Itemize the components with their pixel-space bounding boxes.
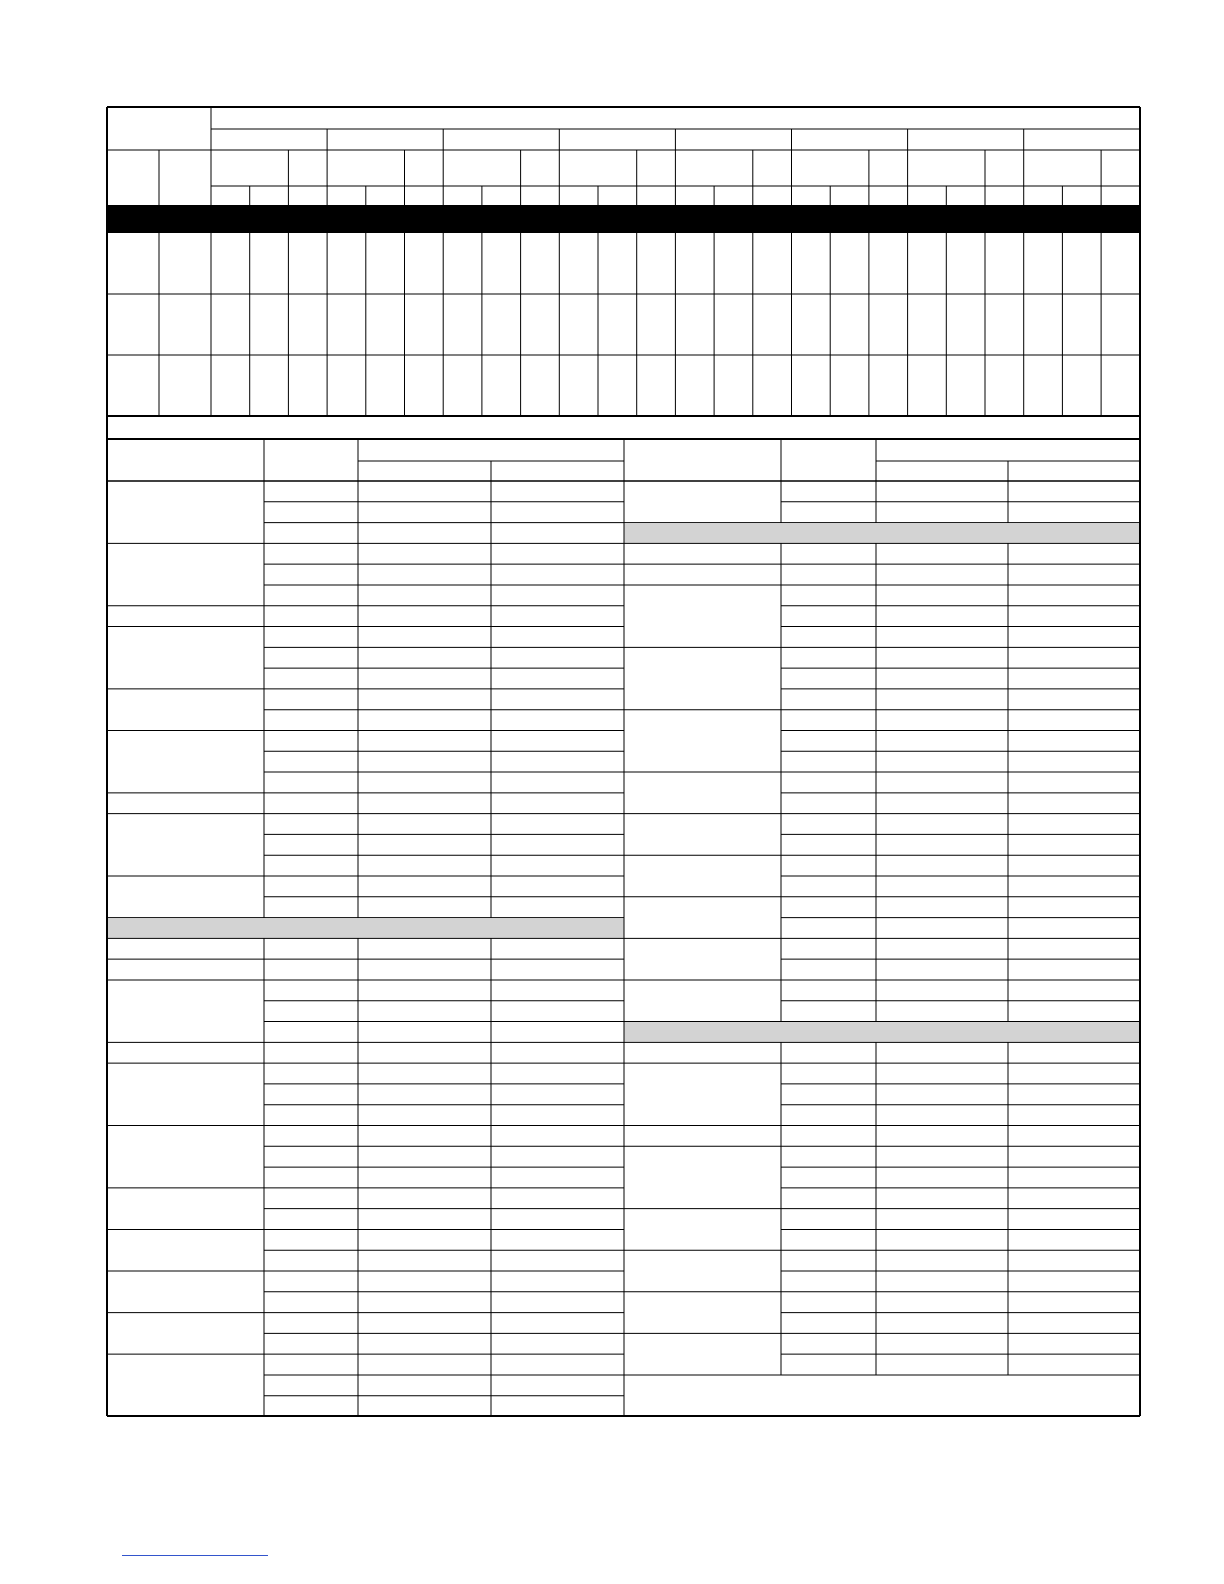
right-section-band	[625, 1022, 1140, 1042]
footer-link-underline[interactable]	[122, 1555, 268, 1556]
right-section-band	[625, 523, 1140, 543]
black-band	[107, 205, 1140, 233]
left-section-band	[108, 918, 624, 938]
